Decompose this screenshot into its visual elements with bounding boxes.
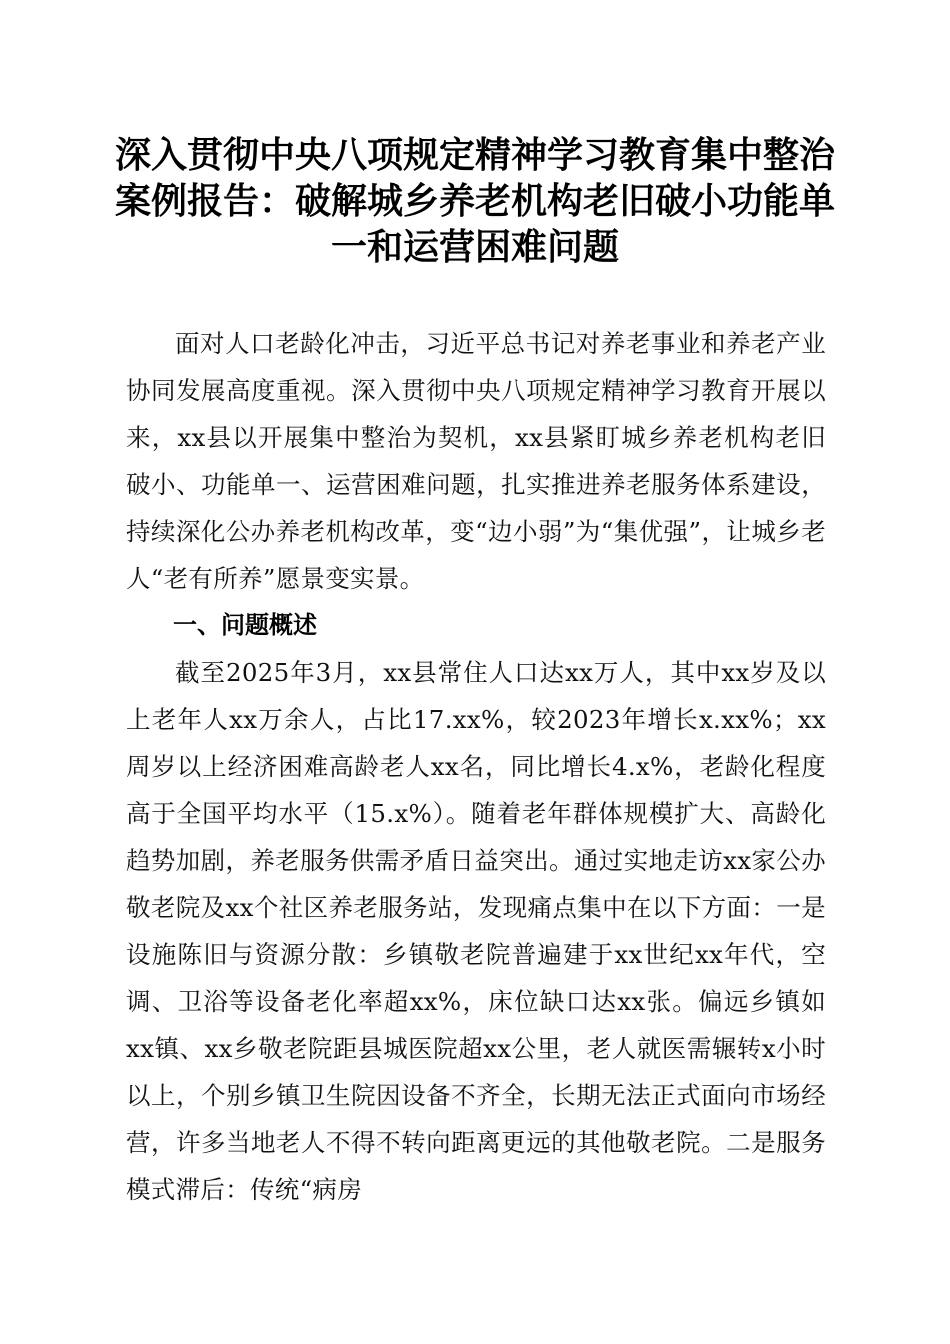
document-body bbox=[126, 320, 826, 1213]
title-line-1: 深入贯彻中央八项规定精神学习教育集中整治 bbox=[114, 134, 835, 176]
section-heading: 一、问题概述 bbox=[173, 611, 317, 639]
title-line-3: 一和运营困难问题 bbox=[330, 226, 619, 268]
intro-paragraph: 面对人口老龄化冲击，习近平总书记对养老事业和养老产业协同发展高度重视。深入贯彻中央八项规定精神学习教育开展以来，xx县以开展集中整治为契机，xx县紧盯城乡养老机构老旧破小、功能单一、运营困难问题，扎实推进养老服务体系建设，持续深化公办养老机构改革，变“边小弱”为“集优强”，让城乡老人“老有所养”愿景变实景。 bbox=[126, 329, 826, 593]
overview-paragraph: 截至2025年3月，xx县常住人口达xx万人，其中xx岁及以上老年人xx万余人，占比17.xx%，较2023年增长x.xx%；xx周岁以上经济困难高龄老人xx名，同比增长4.x%，老龄化程度高于全国平均水平（15.x%）。随着老年群体规模扩大、高龄化趋势加剧，养老服务供需矛盾日益突出。通过实地走访xx家公办敬老院及xx个社区养老服务站，发现痛点集中在以下方面：一是设施陈旧与资源分散：乡镇敬老院普遍建于xx世纪xx年代，空调、卫浴等设备老化率超xx%，床位缺口达xx张。偏远乡镇如xx镇、xx乡敬老院距县城医院超xx公里，老人就医需辗转x小时以上，个别乡镇卫生院因设备不齐全，长期无法正式面向市场经营，许多当地老人不得不转向距离更远的其他敬老院。二是服务模式滞后：传统“病房 bbox=[126, 658, 826, 1204]
title-line-2: 案例报告：破解城乡养老机构老旧破小功能单 bbox=[114, 180, 835, 222]
document-title bbox=[100, 132, 850, 270]
